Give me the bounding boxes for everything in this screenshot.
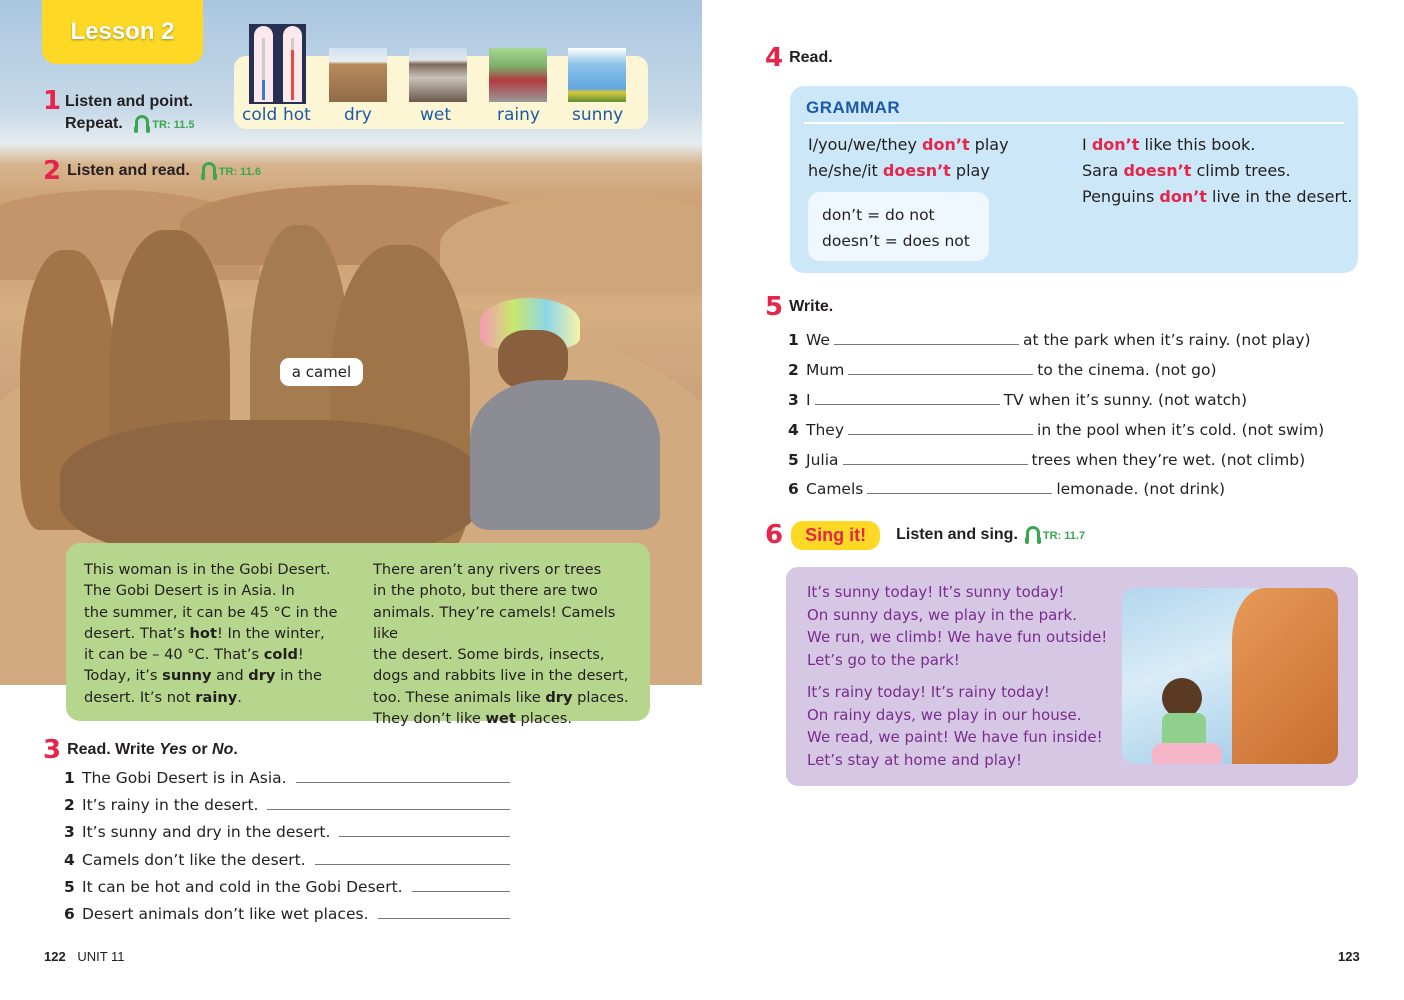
audio-track[interactable] [135,115,194,132]
reading-text: animals. They’re camels! Camels like [373,603,616,642]
activity-2-header [43,156,261,186]
answer-blank[interactable] [843,464,1028,465]
item-rest: in the pool when it’s cold. (not swim) [1037,421,1325,439]
item-number: 3 [788,391,799,409]
instruction-text: Read. [789,49,833,66]
activity-number: 1 [43,86,62,116]
answer-blank[interactable] [296,782,510,783]
lesson-tab: Lesson 2 [42,0,203,64]
reading-line [373,687,632,708]
sunny-image [568,48,626,102]
instruction-text [67,741,238,759]
reading-line [84,665,343,686]
right-page [702,0,1404,1000]
rainy-image [489,48,547,102]
song-line: Let’s go to the park! [807,650,960,669]
audio-track[interactable] [202,162,261,180]
key-word: sunny [162,667,212,685]
reading-text: There aren’t any rivers or trees [373,561,602,578]
instruction-text: Listen and sing. [896,526,1018,543]
song-line: It’s rainy today! It’s rainy today! [807,683,1050,701]
reading-text: Today, it’s [84,667,163,685]
activity-1-header [43,86,61,116]
unit-label: UNIT 11 [77,949,125,964]
item-rest: TV when it’s sunny. (not watch) [1003,391,1248,409]
grammar-title: GRAMMAR [806,98,901,117]
instruction-part: . [233,741,238,758]
instruction-text: Listen and read. [67,162,190,179]
item-subject: Julia [806,451,839,469]
item-number: 2 [788,361,799,379]
girl-on-slide-photo [1122,588,1338,764]
reading-text-box [66,543,650,728]
activity-number: 5 [765,292,784,322]
answer-blank[interactable] [378,918,511,919]
write-row [788,451,1305,469]
song-line: It’s sunny today! It’s sunny today! [807,583,1065,601]
page-number: 123 [1338,949,1360,964]
key-word: dry [248,667,276,685]
item-rest: to the cinema. (not go) [1037,361,1217,379]
key-word: hot [189,624,217,642]
instruction-part: or [187,741,213,758]
question-row [64,905,510,923]
thermometers-image [249,24,306,104]
grammar-highlight: don’t [1159,187,1207,206]
item-number: 1 [788,331,799,349]
song-line: We run, we climb! We have fun outside! [807,628,1108,646]
vocab-word-dry: dry [344,105,372,125]
vocab-word-sunny: sunny [572,105,624,125]
song-line: On rainy days, we play in our house. [807,705,1082,724]
key-word: dry [545,688,573,706]
grammar-box [790,86,1358,273]
answer-blank[interactable] [315,864,510,865]
song-lyrics [807,581,1107,771]
right-footer [1338,949,1360,964]
question-row [64,851,510,869]
write-row [788,480,1225,498]
grammar-rule [808,132,1009,158]
reading-text: in the [275,667,322,685]
question-number: 6 [64,905,75,923]
grammar-text: I [1082,135,1092,154]
track-number: TR: 11.6 [218,166,261,178]
question-text: It’s sunny and dry in the desert. [82,823,331,841]
reading-text: This woman is in the Gobi Desert. [84,561,331,578]
question-number: 3 [64,823,75,841]
reading-text: desert. It’s not [84,688,196,706]
item-rest: lemonade. (not drink) [1056,480,1226,498]
answer-blank[interactable] [867,493,1052,494]
question-text: It can be hot and cold in the Gobi Desert. [82,878,403,896]
reading-text: places. [515,710,573,728]
grammar-highlight: don’t [922,135,970,154]
write-row [788,391,1247,409]
activity-3-header [43,735,238,765]
reading-text: . [237,688,242,706]
reading-text: desert. That’s [84,624,190,642]
reading-column-2 [373,559,632,728]
instruction-text: Listen and point. [65,93,193,110]
activity-number: 4 [765,43,784,73]
question-number: 1 [64,769,75,787]
question-number: 2 [64,796,75,814]
reading-line [84,602,343,623]
question-row [64,823,510,841]
headphones-icon [202,162,216,176]
instruction-part: Read. Write [67,741,160,758]
answer-blank[interactable] [848,374,1033,375]
grammar-example [1082,132,1352,158]
grammar-text: climb trees. [1191,161,1291,180]
reading-text: dogs and rabbits live in the desert, [373,667,629,685]
note-line: doesn’t = does not [822,232,970,250]
reading-text: and [211,667,249,685]
grammar-highlight: doesn’t [1123,161,1192,180]
grammar-text: Sara [1082,161,1124,180]
song-box [786,567,1358,786]
activity-1-instruction [65,91,194,136]
vocab-word-cold: cold [242,105,278,125]
vocab-word-rainy: rainy [497,105,540,125]
answer-blank[interactable] [412,891,510,892]
reading-line [373,708,632,729]
item-subject: Camels [806,480,864,498]
answer-blank[interactable] [848,434,1033,435]
reading-text: in the photo, but there are two [373,582,598,600]
reading-text: ! In the winter, [216,624,325,642]
item-number: 4 [788,421,799,439]
reading-text: The Gobi Desert is in Asia. In [84,582,295,600]
activity-number: 6 [765,520,784,550]
page-number: 122 [44,949,66,964]
instruction-no: No [212,741,234,758]
reading-column-1 [84,559,343,705]
question-number: 4 [64,851,75,869]
item-rest: at the park when it’s rainy. (not play) [1022,331,1311,349]
note-line: don’t = do not [822,206,935,224]
audio-track[interactable] [1026,526,1085,544]
instruction-text: Write. [789,298,834,315]
reading-text: the summer, it can be 45 °C in the [84,603,338,621]
item-subject: I [806,391,811,409]
reading-line [373,559,632,580]
item-number: 5 [788,451,799,469]
contraction-note [808,192,989,261]
sing-it-badge: Sing it! [791,521,880,550]
track-number: TR: 11.5 [152,119,195,131]
grammar-examples [1082,132,1352,210]
reading-line [84,559,343,580]
grammar-highlight: doesn’t [882,161,951,180]
activity-4-header [765,43,833,73]
grammar-example [1082,158,1352,184]
key-word: cold [263,646,298,664]
item-number: 6 [788,480,799,498]
write-row [788,331,1311,349]
question-text: The Gobi Desert is in Asia. [82,769,287,787]
question-row [64,796,510,814]
song-line: We read, we paint! We have fun inside! [807,728,1103,746]
reading-line [84,644,343,665]
reading-text: it can be – 40 °C. That’s [84,646,264,664]
reading-line [84,580,343,601]
track-number: TR: 11.7 [1042,530,1086,542]
wet-image [409,48,467,102]
question-text: Camels don’t like the desert. [82,851,306,869]
headphones-icon [1026,526,1040,540]
answer-blank[interactable] [834,344,1019,345]
instruction-text: Repeat. [65,115,123,132]
reading-line [373,644,632,665]
grammar-example [1082,184,1352,210]
grammar-text: play [950,161,990,180]
question-text: Desert animals don’t like wet places. [82,905,369,923]
key-word: rainy [195,688,238,706]
dry-image [329,48,387,102]
grammar-text: he/she/it [808,161,883,180]
left-footer [44,949,125,964]
grammar-text: live in the desert. [1206,187,1353,206]
reading-line [373,602,632,645]
question-text: It’s rainy in the desert. [82,796,259,814]
song-line: Let’s stay at home and play! [807,750,1022,769]
question-row [64,769,510,787]
camel-callout: a camel [280,358,363,386]
item-rest: trees when they’re wet. (not climb) [1031,451,1306,469]
reading-text: They don’t like [373,710,486,728]
reading-text: ! [297,646,304,664]
key-word: wet [485,710,516,728]
headphones-icon [135,115,149,129]
activity-6-header [765,520,1085,550]
grammar-text: play [969,135,1009,154]
grammar-text: Penguins [1082,187,1160,206]
instruction-yes: Yes [159,741,188,758]
activity-5-header [765,292,833,322]
question-row [64,878,510,896]
vocab-word-wet: wet [420,105,452,125]
song-line: On sunny days, we play in the park. [807,605,1077,624]
item-subject: Mum [806,361,845,379]
item-subject: We [806,331,830,349]
reading-text: places. [572,688,629,706]
question-number: 5 [64,878,75,896]
reading-text: the desert. Some birds, insects, [373,646,605,664]
grammar-text: I/you/we/they [808,135,923,154]
write-row [788,421,1324,439]
reading-line [84,687,343,708]
grammar-rule [808,158,1009,184]
reading-line [373,665,632,686]
item-subject: They [806,421,845,439]
reading-line [84,623,343,644]
reading-line [373,580,632,601]
write-row [788,361,1217,379]
grammar-highlight: don’t [1091,135,1140,154]
grammar-divider [804,122,1344,124]
activity-number: 3 [43,735,62,765]
grammar-rules [808,132,1009,184]
answer-blank[interactable] [815,404,1000,405]
reading-text: too. These animals like [373,688,546,706]
answer-blank[interactable] [339,836,510,837]
activity-number: 2 [43,156,62,186]
answer-blank[interactable] [267,809,510,810]
grammar-text: like this book. [1139,135,1256,154]
vocab-word-hot: hot [283,105,311,125]
